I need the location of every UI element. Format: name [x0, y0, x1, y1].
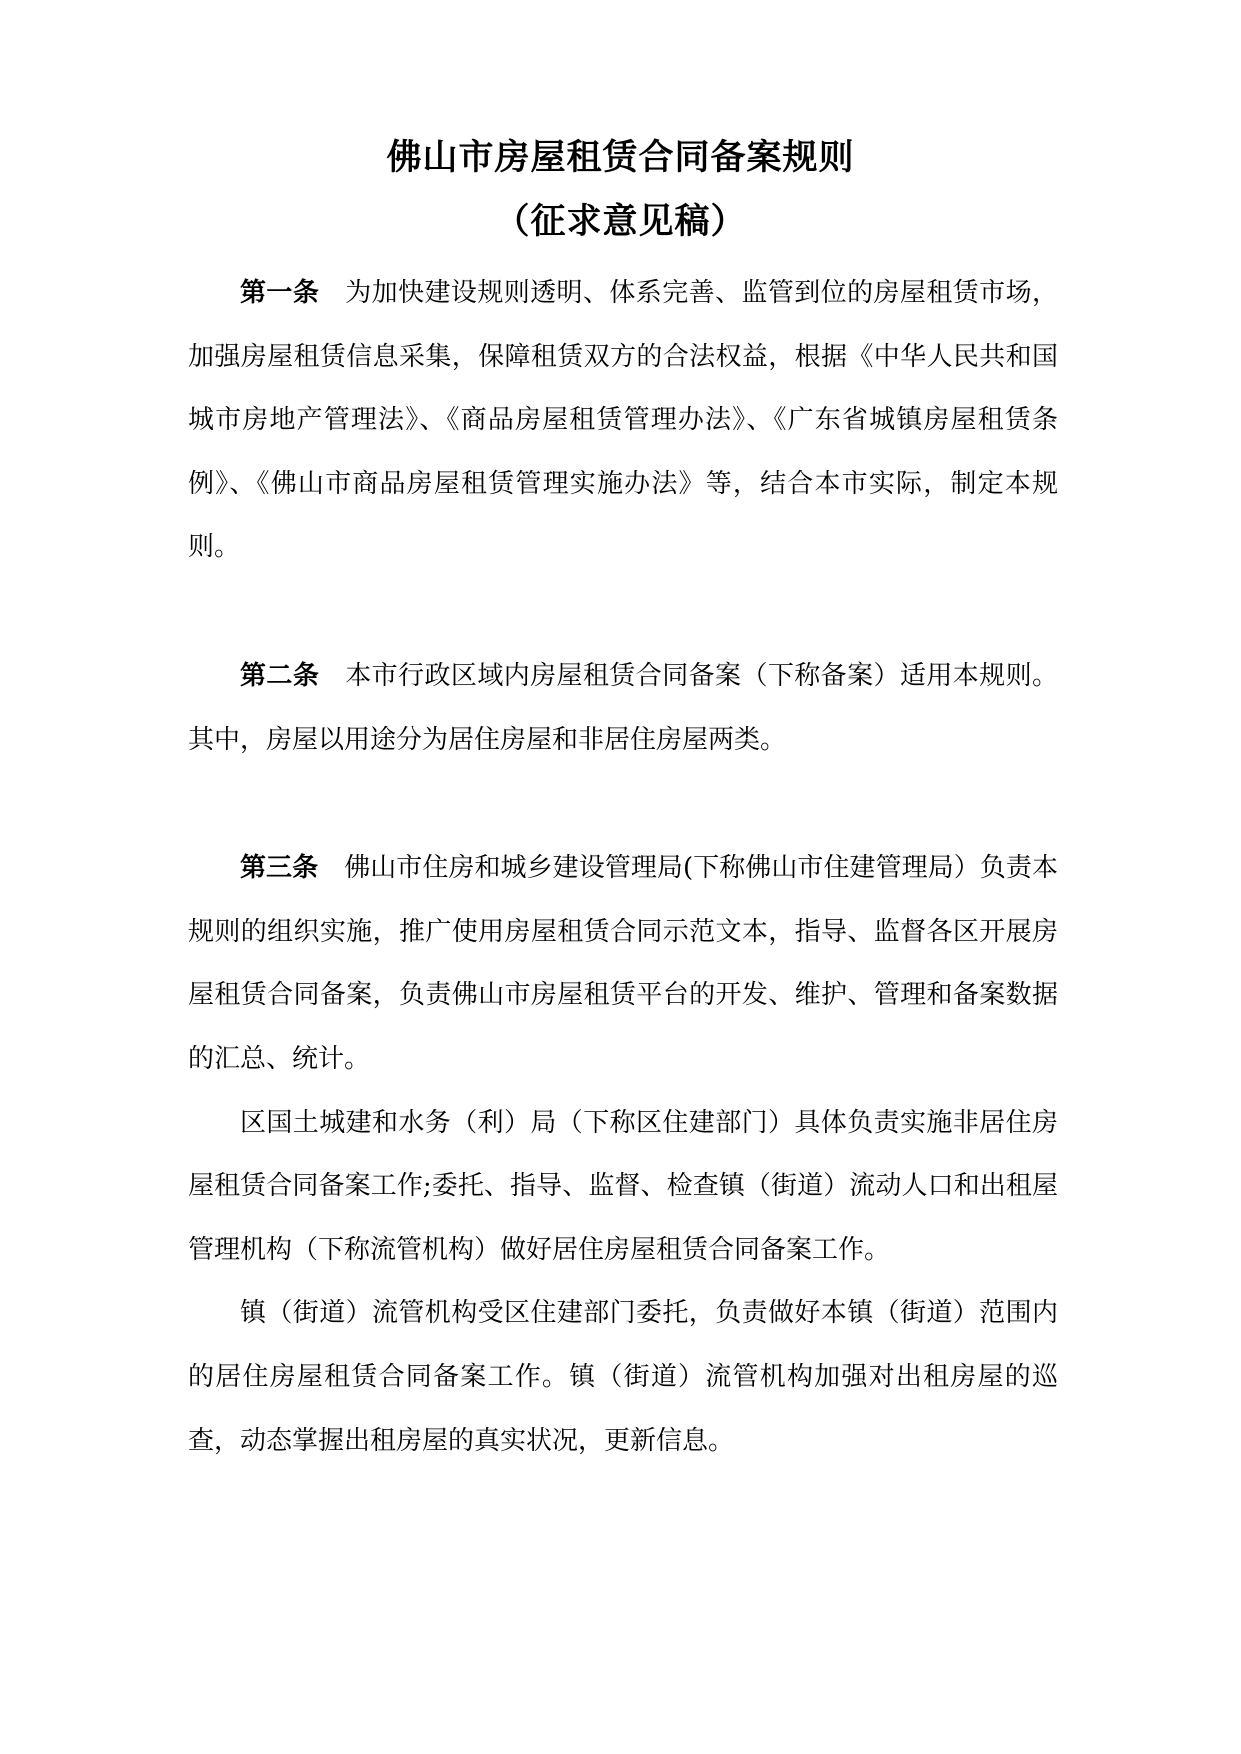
article-3: [188, 837, 1058, 1091]
article-2-label: 第二条: [240, 660, 320, 691]
article-3-paragraph-3: 镇（街道）流管机构受区住建部门委托，负责做好本镇（街道）范围内的居住房屋租赁合同备案工作。镇（街道）流管机构加强对出租房屋的巡查，动态掌握出租房屋的真实状况，更新信息。: [188, 1298, 1058, 1456]
article-1-label: 第一条: [240, 278, 320, 308]
document-title: 佛山市房屋租赁合同备案规则: [386, 138, 855, 178]
article-1-text: 为加快建设规则透明、体系完善、监管到位的房屋租赁市场，加强房屋租赁信息采集，保障租赁双方的合法权益，根据《中华人民共和国城市房地产管理法》、《商品房屋租赁管理办法》、《广东省城镇房屋租赁条例》、《佛山市商品房屋租赁管理实施办法》等，结合本市实际，制定本规则。: [188, 278, 1058, 563]
article-1: [188, 262, 1058, 580]
article-3-text: 佛山市住房和城乡建设管理局(下称佛山市住建管理局）负责本规则的组织实施，推广使用房屋租赁合同示范文本，指导、监督各区开展房屋租赁合同备案，负责佛山市房屋租赁平台的开发、维护、管理和备案数据的汇总、统计。: [188, 853, 1058, 1074]
article-3-paragraph-2: 区国土城建和水务（利）局（下称区住建部门）具体负责实施非居住房屋租赁合同备案工作;委托、指导、监督、检查镇（街道）流动人口和出租屋管理机构（下称流管机构）做好居住房屋租赁合同备案工作。: [188, 1107, 1058, 1265]
article-2-text: 本市行政区域内房屋租赁合同备案（下称备案）适用本规则。其中，房屋以用途分为居住房屋和非居住房屋两类。: [188, 660, 1058, 755]
document-body: [188, 262, 1058, 1473]
document-subtitle: （征求意见稿）: [494, 202, 747, 242]
article-2: [188, 645, 1058, 772]
article-3-label: 第三条: [240, 853, 319, 884]
